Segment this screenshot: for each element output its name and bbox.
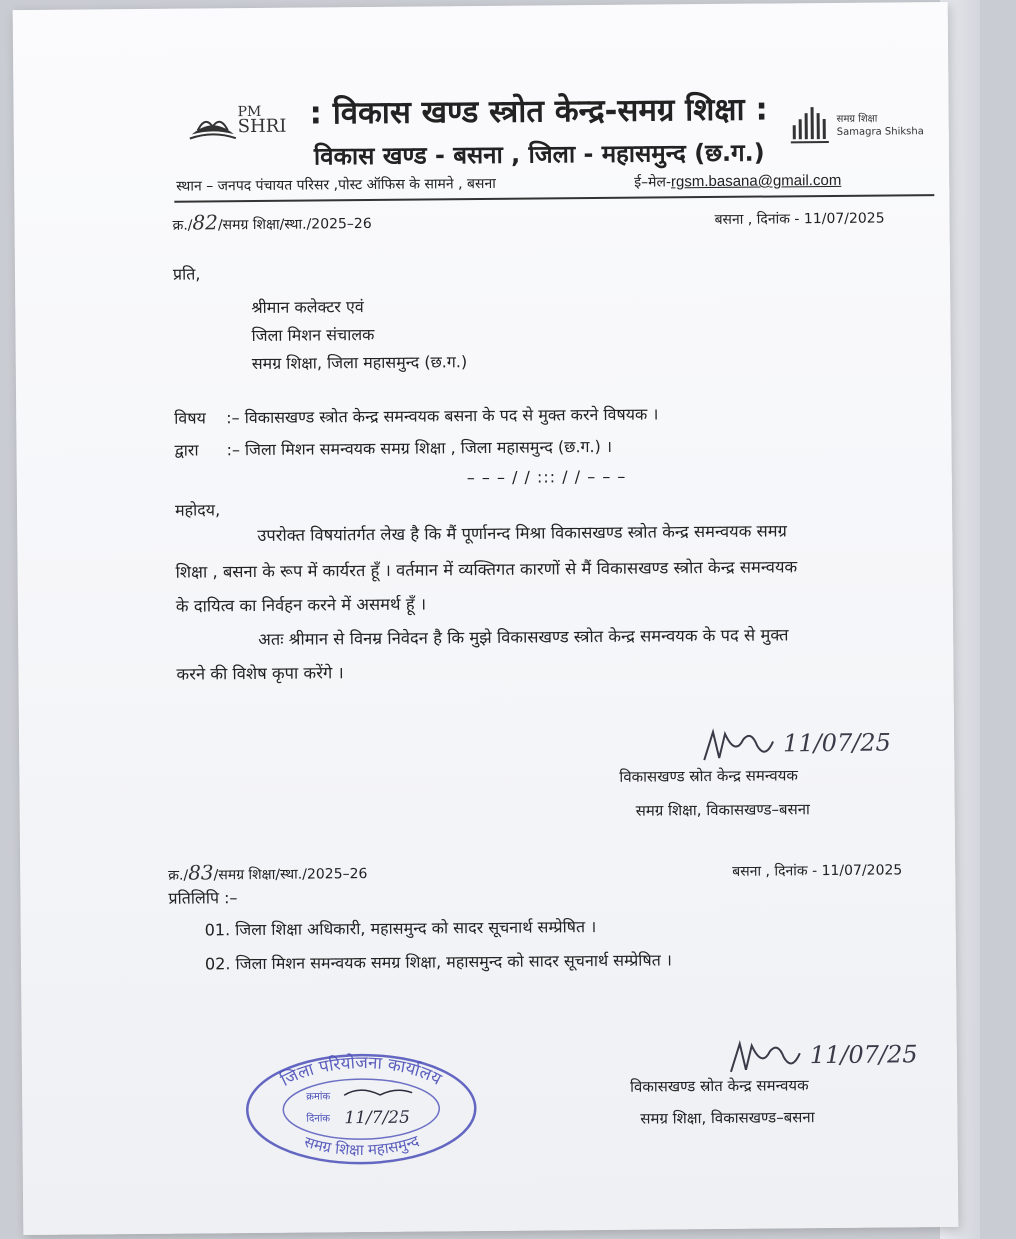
copy-item: 01. जिला शिक्षा अधिकारी, महासमुन्द को सादर सूचनार्थ सम्प्रेषित । bbox=[204, 917, 597, 940]
office-email bbox=[634, 171, 841, 192]
signature-date: 11/07/25 bbox=[809, 1040, 918, 1070]
signature bbox=[726, 1030, 916, 1082]
signature-date: 11/07/25 bbox=[782, 728, 892, 758]
stamp-bottom-text: समग्र शिक्षा महासमुन्द bbox=[302, 1131, 422, 1160]
letter-page bbox=[13, 2, 959, 1235]
signatory-office: समग्र शिक्षा, विकासखण्ड–बसना bbox=[640, 1108, 815, 1128]
recipient-line: जिला मिशन संचालक bbox=[251, 324, 375, 346]
ref-suffix: /समग्र शिक्षा/स्था./2025–26 bbox=[217, 215, 372, 234]
signature bbox=[699, 718, 892, 770]
office-subtitle: विकास खण्ड - बसना , जिला - महासमुन्द (छ.ग.) bbox=[313, 138, 765, 171]
pm-shri-logo bbox=[186, 103, 321, 154]
ref-suffix: /समग्र शिक्षा/स्था./2025–26 bbox=[213, 866, 368, 884]
paragraph-line: उपरोक्त विषयांतर्गत लेख है कि मैं पूर्णानन्द मिश्रा विकासखण्ड स्त्रोत केन्द्र समन्वयक समग्र bbox=[257, 521, 787, 545]
logo-text-shri: SHRI bbox=[237, 115, 287, 138]
through-label: द्वारा bbox=[174, 440, 199, 460]
lotus-icon bbox=[186, 104, 241, 144]
svg-text:जिला परियोजना कार्यालय bbox=[277, 1051, 446, 1091]
recipient-line: श्रीमान कलेक्टर एवं bbox=[251, 297, 364, 318]
through-text: :– जिला मिशन समन्वयक समग्र शिक्षा , जिला महासमुन्द (छ.ग.) । bbox=[226, 436, 613, 460]
stamp-graphic bbox=[240, 1048, 483, 1168]
paragraph-line: के दायित्व का निर्वहन करने में असमर्थ हूँ । bbox=[175, 594, 427, 616]
email-address: rgsm.basana@gmail.com bbox=[670, 171, 842, 191]
paragraph-line: शिक्षा , बसना के रूप में कार्यरत हूँ । वर्तमान में व्यक्तिगत कारणों से मैं विकासखण्ड स्त्रोत केन्द्र समन्वयक bbox=[175, 557, 798, 582]
logo-text-english: Samagra Shiksha bbox=[836, 126, 924, 138]
header-divider bbox=[174, 194, 934, 203]
to-label: प्रति, bbox=[172, 264, 201, 284]
email-label: ई–मेल- bbox=[634, 174, 672, 191]
copy-item: 02. जिला मिशन समन्वयक समग्र शिक्षा, महासमुन्द को सादर सूचनार्थ सम्प्रेषित । bbox=[204, 950, 673, 974]
office-title: : विकास खण्ड स्त्रोत केन्द्र-समग्र शिक्षा : bbox=[309, 91, 768, 132]
copy-date: बसना , दिनांक - 11/07/2025 bbox=[732, 862, 903, 880]
stamp-date-label: दिनांक bbox=[306, 1113, 331, 1125]
stamp-number-label: क्रमांक bbox=[306, 1091, 331, 1103]
logo-text-pm: PM bbox=[237, 103, 262, 121]
copy-reference-number bbox=[168, 859, 367, 885]
signatory-title: विकासखण्ड स्रोत केन्द्र समन्वयक bbox=[619, 766, 798, 786]
stamp-date-value: 11/7/25 bbox=[344, 1107, 410, 1129]
salutation: महोदय, bbox=[174, 500, 221, 520]
samagra-bars-icon bbox=[789, 103, 834, 147]
ref-number: 83 bbox=[188, 860, 214, 885]
copy-label: प्रतिलिपि :– bbox=[168, 888, 238, 908]
ref-prefix: क्र./ bbox=[168, 867, 189, 884]
ref-number: 82 bbox=[192, 210, 219, 235]
letter-date: बसना , दिनांक - 11/07/2025 bbox=[714, 210, 885, 228]
stamp-number-scribble bbox=[344, 1090, 412, 1096]
office-address: स्थान – जनपद पंचायत परिसर ,पोस्ट ऑफिस के सामने , बसना bbox=[176, 175, 496, 195]
samagra-shiksha-logo bbox=[789, 102, 949, 147]
subject-text: :– विकासखण्ड स्त्रोत केन्द्र समन्वयक बसना के पद से मुक्त करने विषयक । bbox=[226, 404, 659, 428]
ref-prefix: क्र./ bbox=[172, 217, 193, 234]
paragraph-line: अतः श्रीमान से विनम्र निवेदन है कि मुझे विकासखण्ड स्त्रोत केन्द्र समन्वयक के पद से मुक्त bbox=[258, 625, 789, 649]
stamp-top-text: जिला परियोजना कार्यालय bbox=[277, 1053, 445, 1091]
separator: – – – / / ::: / / – – – bbox=[466, 466, 627, 488]
signatory-title: विकासखण्ड स्रोत केन्द्र समन्वयक bbox=[630, 1076, 809, 1096]
subject-label: विषय bbox=[174, 408, 206, 428]
reference-number bbox=[172, 209, 371, 235]
logo-text-hindi: समग्र शिक्षा bbox=[836, 113, 878, 125]
paragraph-line: करने की विशेष कृपा करेंगे । bbox=[176, 663, 344, 684]
signatory-office: समग्र शिक्षा, विकासखण्ड–बसना bbox=[635, 800, 810, 820]
recipient-line: समग्र शिक्षा, जिला महासमुन्द (छ.ग.) bbox=[251, 352, 468, 374]
office-stamp bbox=[240, 1048, 483, 1168]
